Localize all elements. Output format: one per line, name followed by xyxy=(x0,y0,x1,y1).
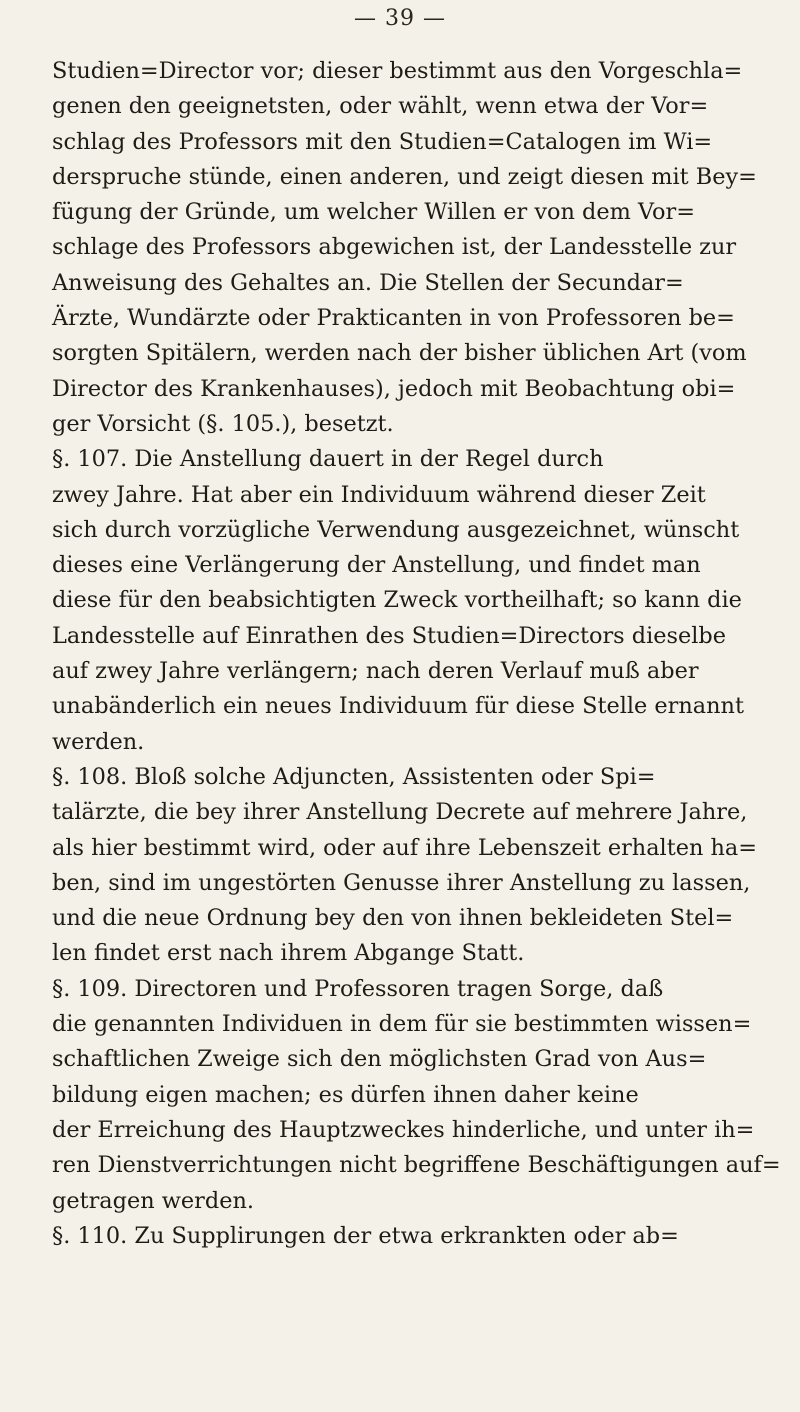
section-109-start: §. 109. Directoren und Professoren tragen Sorge, daß xyxy=(52,975,664,1002)
text-line: Director des Krankenhauses), jedoch mit Beobachtung obi= xyxy=(52,375,736,402)
text-line: len findet erst nach ihrem Abgange Statt. xyxy=(52,940,525,967)
text-line: Studien=Director vor; dieser bestimmt aus den Vorgeschla= xyxy=(52,58,743,84)
text-line: sich durch vorzügliche Verwendung ausgezeichnet, wünscht xyxy=(52,516,740,543)
page-number-header: — 39 — xyxy=(354,6,446,31)
body-text xyxy=(52,54,781,1254)
section-110-start: §. 110. Zu Supplirungen der etwa erkrankten oder ab= xyxy=(52,1222,679,1249)
text-line: unabänderlich ein neues Individuum für diese Stelle ernannt xyxy=(52,693,744,720)
text-line: Ärzte, Wundärzte oder Prakticanten in von Professoren be= xyxy=(52,305,735,332)
text-line: ren Dienstverrichtungen nicht begriffene Beschäftigungen auf= xyxy=(52,1152,781,1179)
section-107-start: §. 107. Die Anstellung dauert in der Regel durch xyxy=(52,446,604,473)
text-line: Landesstelle auf Einrathen des Studien=Directors dieselbe xyxy=(52,622,727,649)
text-line: als hier bestimmt wird, oder auf ihre Lebenszeit erhalten ha= xyxy=(52,834,758,861)
text-line: diese für den beabsichtigten Zweck vortheilhaft; so kann die xyxy=(52,587,742,614)
text-line: bildung eigen machen; es dürfen ihnen daher keine xyxy=(52,1081,639,1108)
text-line: Anweisung des Gehaltes an. Die Stellen der Secundar= xyxy=(52,269,684,296)
text-line: und die neue Ordnung bey den von ihnen bekleideten Stel= xyxy=(52,905,734,932)
text-line: auf zwey Jahre verlängern; nach deren Verlauf muß aber xyxy=(52,658,699,685)
text-line: zwey Jahre. Hat aber ein Individuum während dieser Zeit xyxy=(52,481,706,508)
text-line: schlage des Professors abgewichen ist, der Landesstelle zur xyxy=(52,234,737,261)
text-line: schlag des Professors mit den Studien=Catalogen im Wi= xyxy=(52,128,713,155)
text-line: die genannten Individuen in dem für sie bestimmten wissen= xyxy=(52,1011,752,1038)
text-line: fügung der Gründe, um welcher Willen er von dem Vor= xyxy=(52,199,695,226)
text-line: dieses eine Verlängerung der Anstellung, und findet man xyxy=(52,552,701,579)
text-line: sorgten Spitälern, werden nach der bisher üblichen Art (vom xyxy=(52,340,747,367)
text-line: ben, sind im ungestörten Genusse ihrer Anstellung zu lassen, xyxy=(52,869,751,896)
text-line: talärzte, die bey ihrer Anstellung Decrete auf mehrere Jahre, xyxy=(52,799,748,826)
text-line: genen den geeignetsten, oder wählt, wenn etwa der Vor= xyxy=(52,93,709,120)
text-line: der Erreichung des Hauptzweckes hinderliche, und unter ih= xyxy=(52,1116,755,1143)
text-line: schaftlichen Zweige sich den möglichsten Grad von Aus= xyxy=(52,1046,707,1073)
section-108-start: §. 108. Bloß solche Adjuncten, Assistenten oder Spi= xyxy=(52,763,656,790)
text-line: derspruche stünde, einen anderen, und zeigt diesen mit Bey= xyxy=(52,163,757,190)
text-line: getragen werden. xyxy=(52,1187,254,1214)
text-line: werden. xyxy=(52,728,145,755)
text-line: ger Vorsicht (§. 105.), besetzt. xyxy=(52,410,394,437)
